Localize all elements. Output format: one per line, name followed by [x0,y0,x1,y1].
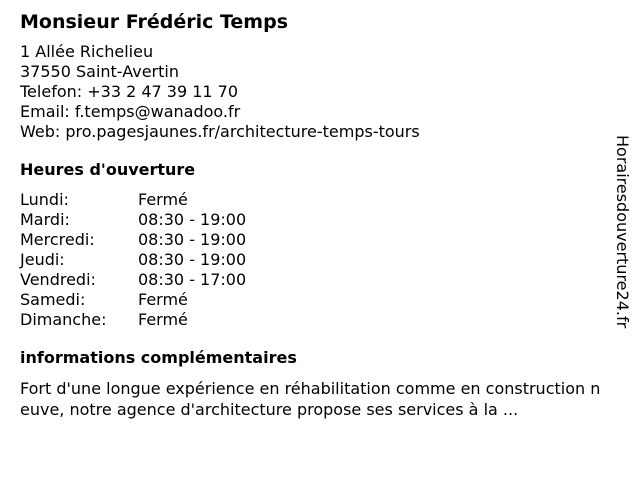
email-address: Email: f.temps@wanadoo.fr [20,102,241,121]
hours-day: Vendredi: [20,270,96,289]
additional-info-heading: informations complémentaires [20,348,297,367]
hours-time: Fermé [138,310,188,329]
address-block [20,42,610,142]
hours-row-mardi [20,210,610,230]
site-watermark: Horairesdouverture24.fr [613,135,632,329]
address-city: 37550 Saint-Avertin [20,62,179,81]
hours-day: Mercredi: [20,230,95,249]
hours-row-dimanche [20,310,610,330]
hours-row-jeudi [20,250,610,270]
hours-day: Lundi: [20,190,69,209]
hours-day: Samedi: [20,290,86,309]
website-address: Web: pro.pagesjaunes.fr/architecture-temps-tours [20,122,420,141]
hours-time: 08:30 - 19:00 [138,250,247,269]
hours-day: Jeudi: [20,250,65,269]
hours-time: 08:30 - 19:00 [138,230,247,249]
hours-row-lundi [20,190,610,210]
business-card [20,10,610,420]
hours-row-vendredi [20,270,610,290]
hours-day: Mardi: [20,210,70,229]
address-street: 1 Allée Richelieu [20,42,154,61]
hours-time: Fermé [138,290,188,309]
hours-time: Fermé [138,190,188,209]
hours-time: 08:30 - 17:00 [138,270,247,289]
hours-row-samedi [20,290,610,310]
opening-hours-heading: Heures d'ouverture [20,160,196,179]
business-name: Monsieur Frédéric Temps [20,11,289,33]
additional-info-text: Fort d'une longue expérience en réhabilitation comme en construction neuve, notre agence d'architecture propose ses services à la ... [20,379,601,419]
opening-hours-table [20,190,610,330]
hours-day: Dimanche: [20,310,107,329]
phone-number: Telefon: +33 2 47 39 11 70 [20,82,239,101]
hours-row-mercredi [20,230,610,250]
hours-time: 08:30 - 19:00 [138,210,247,229]
